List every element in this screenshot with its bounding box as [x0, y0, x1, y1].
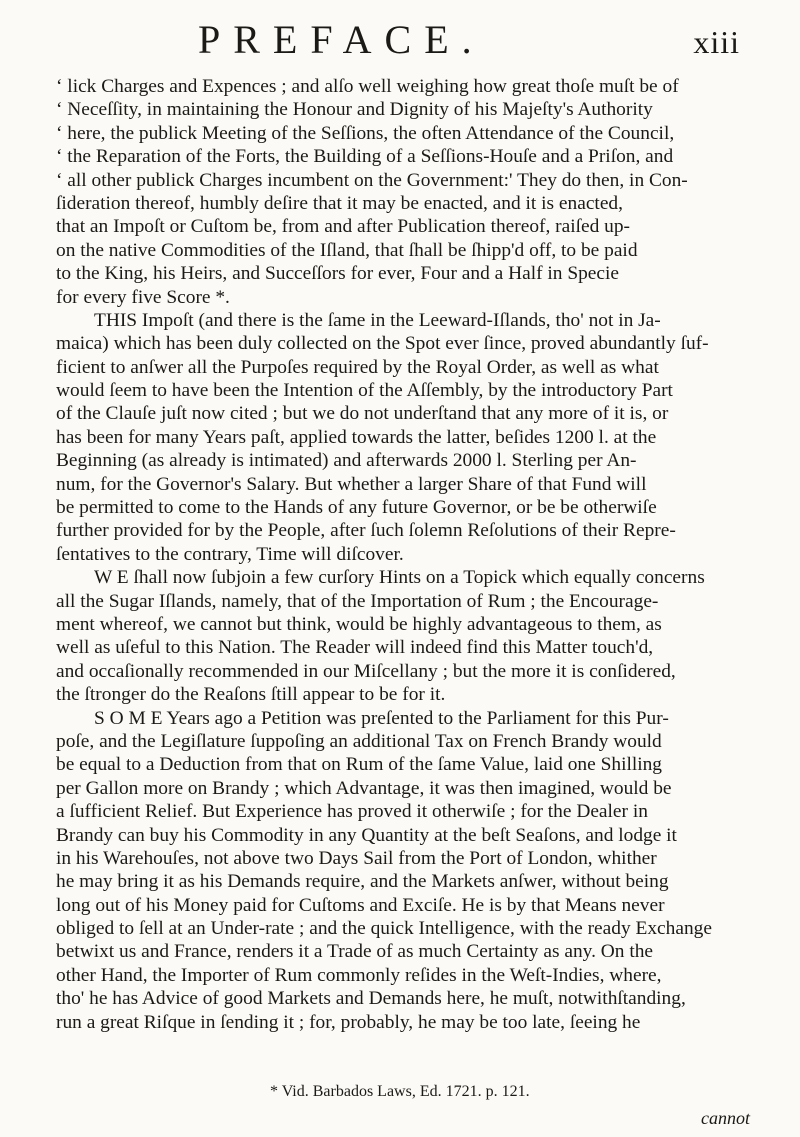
text-line: of the Clauſe juſt now cited ; but we do not underſtand that any more of it is, or [56, 403, 669, 425]
text-line: all the Sugar Iſlands, namely, that of the Importation of Rum ; the Encourage- [56, 590, 659, 612]
text-line: poſe, and the Legiſlature ſuppoſing an additional Tax on French Brandy would [56, 730, 662, 752]
text-line: Beginning (as already is intimated) and afterwards 2000 l. Sterling per An- [56, 450, 637, 472]
text-line: Brandy can buy his Commodity in any Quantity at the beſt Seaſons, and lodge it [56, 824, 677, 846]
text-line: other Hand, the Importer of Rum commonly reſides in the Weſt-Indies, where, [56, 964, 662, 986]
body-text [56, 75, 768, 1034]
text-line: be equal to a Deduction from that on Rum of the ſame Value, laid one Shilling [56, 754, 663, 776]
text-line: he may bring it as his Demands require, and the Markets anſwer, without being [56, 871, 669, 893]
text-line: ‘ the Reparation of the Forts, the Building of a Seſſions-Houſe and a Priſon, and [56, 146, 674, 168]
page-number: xiii [693, 24, 740, 60]
text-line: num, for the Governor's Salary. But whether a larger Share of that Fund will [56, 473, 647, 495]
text-line: long out of his Money paid for Cuſtoms and Exciſe. He is by that Means never [56, 894, 665, 916]
text-line: ‘ all other publick Charges incumbent on the Government:' They do then, in Con- [56, 169, 688, 191]
text-line: ficient to anſwer all the Purpoſes required by the Royal Order, as well as what [56, 356, 659, 378]
text-line: further provided for by the People, after ſuch ſolemn Reſolutions of their Repre- [56, 520, 676, 542]
text-line: ‘ here, the publick Meeting of the Seſſions, the often Attendance of the Council, [56, 122, 675, 144]
text-line: on the native Commodities of the Iſland, that ſhall be ſhipp'd off, to be paid [56, 239, 638, 261]
text-line: in his Warehouſes, not above two Days Sail from the Port of London, whither [56, 847, 657, 869]
text-line: a ſufficient Relief. But Experience has proved it otherwiſe ; for the Dealer in [56, 801, 648, 823]
running-title: PREFACE. [198, 17, 485, 62]
footnote: * Vid. Barbados Laws, Ed. 1721. p. 121. [270, 1083, 530, 1100]
text-line: betwixt us and France, renders it a Trade of as much Certainty as any. On the [56, 941, 654, 963]
text-line: tho' he has Advice of good Markets and Demands here, he muſt, notwithſtanding, [56, 988, 686, 1010]
text-line: per Gallon more on Brandy ; which Advantage, it was then imagined, would be [56, 777, 672, 799]
text-line: the ſtronger do the Reaſons ſtill appear to be for it. [56, 684, 446, 706]
text-line: be permitted to come to the Hands of any future Governor, or be be otherwiſe [56, 497, 657, 519]
paragraph-start-line: S O M E Years ago a Petition was preſented to the Parliament for this Pur- [94, 707, 669, 729]
text-line: ‘ Neceſſity, in maintaining the Honour and Dignity of his Majeſty's Authority [56, 99, 653, 121]
text-line: for every five Score *. [56, 286, 230, 308]
text-line: ment whereof, we cannot but think, would be highly advantageous to them, as [56, 613, 662, 635]
text-line: and occaſionally recommended in our Miſcellany ; but the more it is conſidered, [56, 660, 676, 682]
text-line: obliged to ſell at an Under-rate ; and the quick Intelligence, with the ready Exchange [56, 918, 712, 940]
text-line: has been for many Years paſt, applied towards the latter, beſides 1200 l. at the [56, 426, 657, 448]
text-line: run a great Riſque in ſending it ; for, probably, he may be too late, ſeeing he [56, 1011, 641, 1033]
running-header [0, 10, 800, 70]
text-line: ſideration thereof, humbly deſire that it may be enacted, and it is enacted, [56, 192, 623, 214]
text-line: ſentatives to the contrary, Time will diſcover. [56, 543, 404, 565]
text-line: maica) which has been duly collected on the Spot ever ſince, proved abundantly ſuf- [56, 333, 709, 355]
paragraph-start-line: THIS Impoſt (and there is the ſame in the Leeward-Iſlands, tho' not in Ja- [94, 309, 661, 331]
paragraph-start-line: W E ſhall now ſubjoin a few curſory Hints on a Topick which equally concerns [94, 567, 705, 589]
text-line: to the King, his Heirs, and Succeſſors for ever, Four and a Half in Specie [56, 263, 620, 285]
text-line: well as uſeful to this Nation. The Reader will indeed find this Matter touch'd, [56, 637, 654, 659]
catchword: cannot [701, 1108, 750, 1128]
text-line: would ſeem to have been the Intention of the Aſſembly, by the introductory Part [56, 380, 673, 402]
text-line: that an Impoſt or Cuſtom be, from and after Publication thereof, raiſed up- [56, 216, 631, 238]
text-line: ‘ lick Charges and Expences ; and alſo well weighing how great thoſe muſt be of [56, 76, 679, 97]
